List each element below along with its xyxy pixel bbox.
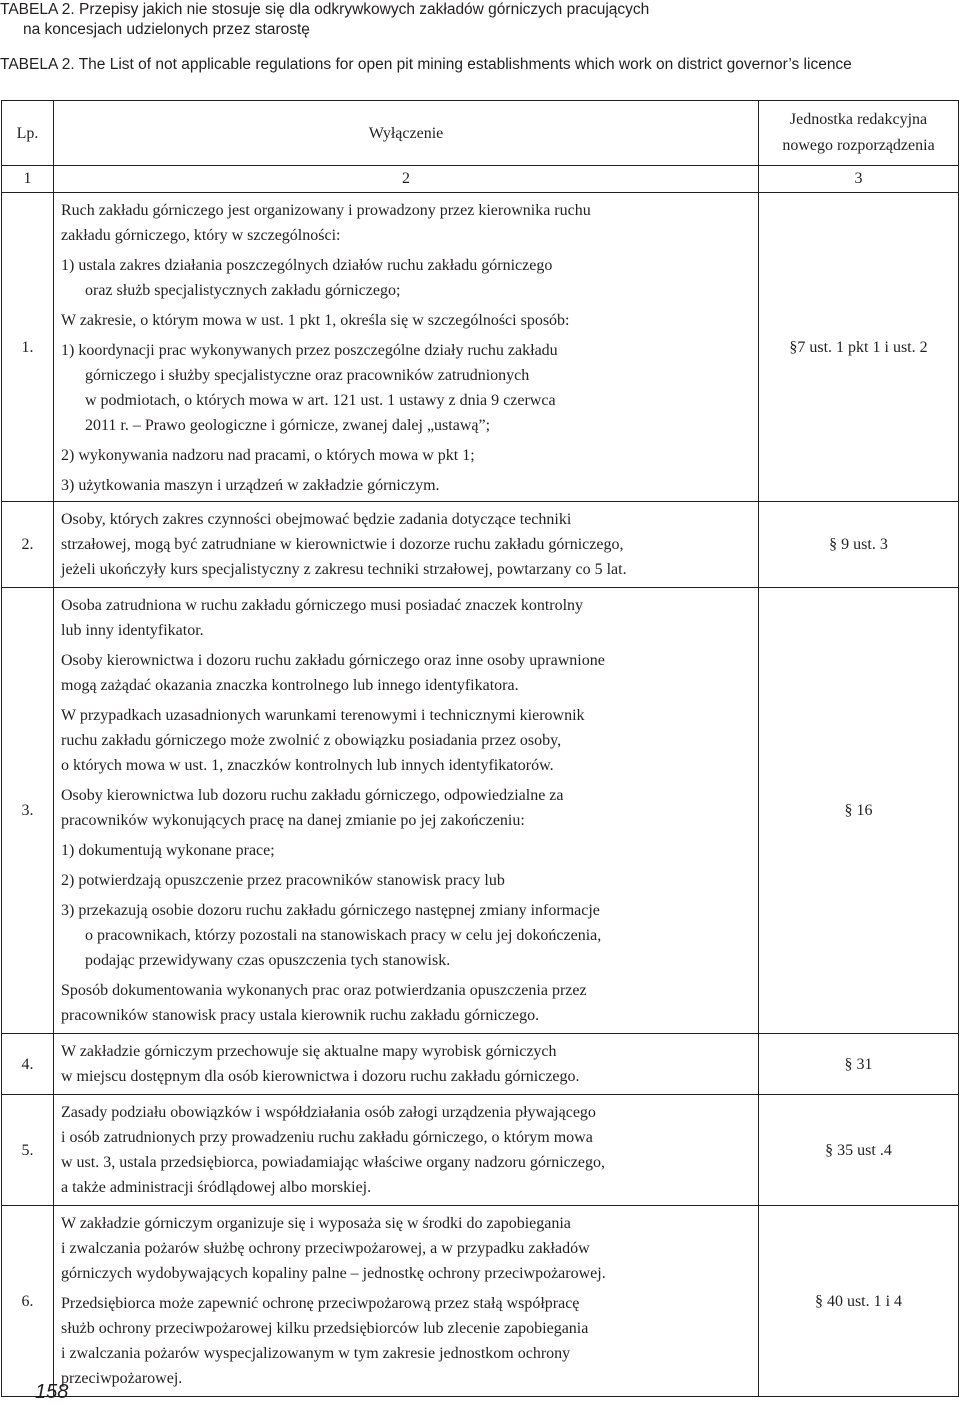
table-row <box>2 193 959 502</box>
text-line: 1) ustala zakres działania poszczególnych działów ruchu zakładu górniczego <box>61 257 553 274</box>
text-line: o pracownikach, którzy pozostali na stanowiskach pracy w celu jej dokończenia, <box>85 927 602 944</box>
table-caption-en: TABELA 2. The List of not applicable regulations for open pit mining establishments which work on district governor’s licence <box>0 56 852 73</box>
text-line: w podmiotach, o których mowa w art. 121 ust. 1 ustawy z dnia 9 czerwca <box>85 392 556 409</box>
text-line: 1) koordynacji prac wykonywanych przez poszczególne działy ruchu zakładu <box>61 342 558 359</box>
paragraph <box>61 1291 754 1391</box>
row-number: 2. <box>2 502 54 588</box>
editorial-unit-reference: § 40 ust. 1 i 4 <box>759 1206 959 1397</box>
list-item <box>61 838 754 863</box>
list-item <box>61 443 754 468</box>
list-item <box>61 253 754 303</box>
text-line: 2) potwierdzają opuszczenie przez pracowników stanowisk pracy lub <box>61 872 505 889</box>
header-editorial-unit-line2: nowego rozporządzenia <box>782 137 935 154</box>
column-number-row <box>2 166 959 193</box>
paragraph <box>61 648 754 698</box>
exclusion-text <box>54 193 759 502</box>
exclusion-text <box>54 1034 759 1095</box>
text-line: jeżeli ukończyły kurs specjalistyczny z zakresu techniki strzałowej, powtarzany co 5 lat. <box>61 561 627 578</box>
paragraph <box>61 978 754 1028</box>
text-line: Ruch zakładu górniczego jest organizowany i prowadzony przez kierownika ruchu <box>61 202 591 219</box>
exclusion-text <box>54 588 759 1034</box>
text-line: pracowników wykonujących pracę na danej zmianie po jej zakończeniu: <box>61 812 525 829</box>
list-item <box>61 868 754 893</box>
regulations-table <box>1 100 959 1397</box>
paragraph <box>61 507 754 582</box>
row-number: 1. <box>2 193 54 502</box>
text-line: 3) przekazują osobie dozoru ruchu zakładu górniczego następnej zmiany informacje <box>61 902 600 919</box>
text-line: W zakładzie górniczym przechowuje się aktualne mapy wyrobisk górniczych <box>61 1043 557 1060</box>
text-line: Osoby kierownictwa i dozoru ruchu zakładu górniczego oraz inne osoby uprawnione <box>61 652 605 669</box>
exclusion-text <box>54 1095 759 1206</box>
text-line: W przypadkach uzasadnionych warunkami terenowymi i technicznymi kierownik <box>61 707 585 724</box>
paragraph <box>61 198 754 248</box>
text-line: W zakresie, o którym mowa w ust. 1 pkt 1, określa się w szczególności sposób: <box>61 312 570 329</box>
paragraph <box>61 783 754 833</box>
text-line: mogą zażądać okazania znaczka kontrolnego lub innego identyfikatora. <box>61 677 519 694</box>
row-number: 3. <box>2 588 54 1034</box>
header-lp: Lp. <box>2 101 54 166</box>
list-item <box>61 473 754 498</box>
text-line: 1) dokumentują wykonane prace; <box>61 842 275 859</box>
paragraph <box>61 1100 754 1200</box>
column-number: 1 <box>2 166 54 193</box>
text-line: Sposób dokumentowania wykonanych prac oraz potwierdzania opuszczenia przez <box>61 982 587 999</box>
paragraph <box>61 703 754 778</box>
table-row <box>2 1206 959 1397</box>
editorial-unit-reference: § 35 ust .4 <box>759 1095 959 1206</box>
page-number: 158 <box>35 1381 69 1403</box>
text-line: lub inny identyfikator. <box>61 622 204 639</box>
text-line: Zasady podziału obowiązków i współdziałania osób załogi urządzenia pływającego <box>61 1104 596 1121</box>
text-line: w ust. 3, ustala przedsiębiorca, powiadamiając właściwe organy nadzoru górniczego, <box>61 1154 605 1171</box>
text-line: Osoby, których zakres czynności obejmować będzie zadania dotyczące techniki <box>61 511 572 528</box>
text-line: górniczego i służby specjalistyczne oraz pracowników zatrudnionych <box>85 367 530 384</box>
header-exclusion: Wyłączenie <box>54 101 759 166</box>
table-header-row <box>2 101 959 166</box>
column-number: 2 <box>54 166 759 193</box>
text-line: zakładu górniczego, który w szczególności: <box>61 227 341 244</box>
table-caption-pl: TABELA 2. Przepisy jakich nie stosuje się dla odkrywkowych zakładów górniczych pracujących <box>0 1 650 18</box>
text-line: Przedsiębiorca może zapewnić ochronę przeciwpożarową przez stałą współpracę <box>61 1295 580 1312</box>
text-line: podając przewidywany czas opuszczenia tych stanowisk. <box>85 952 451 969</box>
row-number: 4. <box>2 1034 54 1095</box>
text-line: a także administracji śródlądowej albo morskiej. <box>61 1179 372 1196</box>
list-item <box>61 338 754 438</box>
text-line: i osób zatrudnionych przy prowadzeniu ruchu zakładu górniczego, o którym mowa <box>61 1129 593 1146</box>
paragraph <box>61 1211 754 1286</box>
row-number: 6. <box>2 1206 54 1397</box>
list-item <box>61 898 754 973</box>
text-line: pracowników stanowisk pracy ustala kierownik ruchu zakładu górniczego. <box>61 1007 540 1024</box>
text-line: oraz służb specjalistycznych zakładu górniczego; <box>85 282 401 299</box>
column-number: 3 <box>759 166 959 193</box>
text-line: górniczych wydobywających kopaliny palne – jednostkę ochrony przeciwpożarowej. <box>61 1265 606 1282</box>
text-line: 2011 r. – Prawo geologiczne i górnicze, zwanej dalej „ustawą”; <box>85 417 491 434</box>
paragraph <box>61 1039 754 1089</box>
table-caption-pl-continued: na koncesjach udzielonych przez starostę <box>23 21 310 38</box>
text-line: przeciwpożarowej. <box>61 1370 183 1387</box>
text-line: i zwalczania pożarów służbę ochrony przeciwpożarowej, a w przypadku zakładów <box>61 1240 590 1257</box>
text-line: Osoby kierownictwa lub dozoru ruchu zakładu górniczego, odpowiedzialne za <box>61 787 564 804</box>
exclusion-text <box>54 502 759 588</box>
text-line: 2) wykonywania nadzoru nad pracami, o których mowa w pkt 1; <box>61 447 475 464</box>
editorial-unit-reference: § 16 <box>759 588 959 1034</box>
editorial-unit-reference: § 9 ust. 3 <box>759 502 959 588</box>
table-row <box>2 1095 959 1206</box>
editorial-unit-reference: §7 ust. 1 pkt 1 i ust. 2 <box>759 193 959 502</box>
text-line: ruchu zakładu górniczego może zwolnić z obowiązku posiadania przez osoby, <box>61 732 562 749</box>
text-line: w miejscu dostępnym dla osób kierownictwa i dozoru ruchu zakładu górniczego. <box>61 1068 580 1085</box>
text-line: i zwalczania pożarów wyspecjalizowanym w tym zakresie jednostkom ochrony <box>61 1345 571 1362</box>
text-line: o których mowa w ust. 1, znaczków kontrolnych lub innych identyfikatorów. <box>61 757 554 774</box>
row-number: 5. <box>2 1095 54 1206</box>
table-row <box>2 502 959 588</box>
text-line: strzałowej, mogą być zatrudniane w kierownictwie i dozorze ruchu zakładu górniczego, <box>61 536 624 553</box>
exclusion-text <box>54 1206 759 1397</box>
text-line: służb ochrony przeciwpożarowej kilku przedsiębiorców lub zlecenie zapobiegania <box>61 1320 589 1337</box>
paragraph <box>61 593 754 643</box>
text-line: 3) użytkowania maszyn i urządzeń w zakładzie górniczym. <box>61 477 440 494</box>
text-line: Osoba zatrudniona w ruchu zakładu górniczego musi posiadać znaczek kontrolny <box>61 597 584 614</box>
text-line: W zakładzie górniczym organizuje się i wyposaża się w środki do zapobiegania <box>61 1215 571 1232</box>
paragraph <box>61 308 754 333</box>
table-row <box>2 1034 959 1095</box>
editorial-unit-reference: § 31 <box>759 1034 959 1095</box>
header-editorial-unit-line1: Jednostka redakcyjna <box>789 111 928 128</box>
header-editorial-unit <box>759 101 959 166</box>
table-row <box>2 588 959 1034</box>
